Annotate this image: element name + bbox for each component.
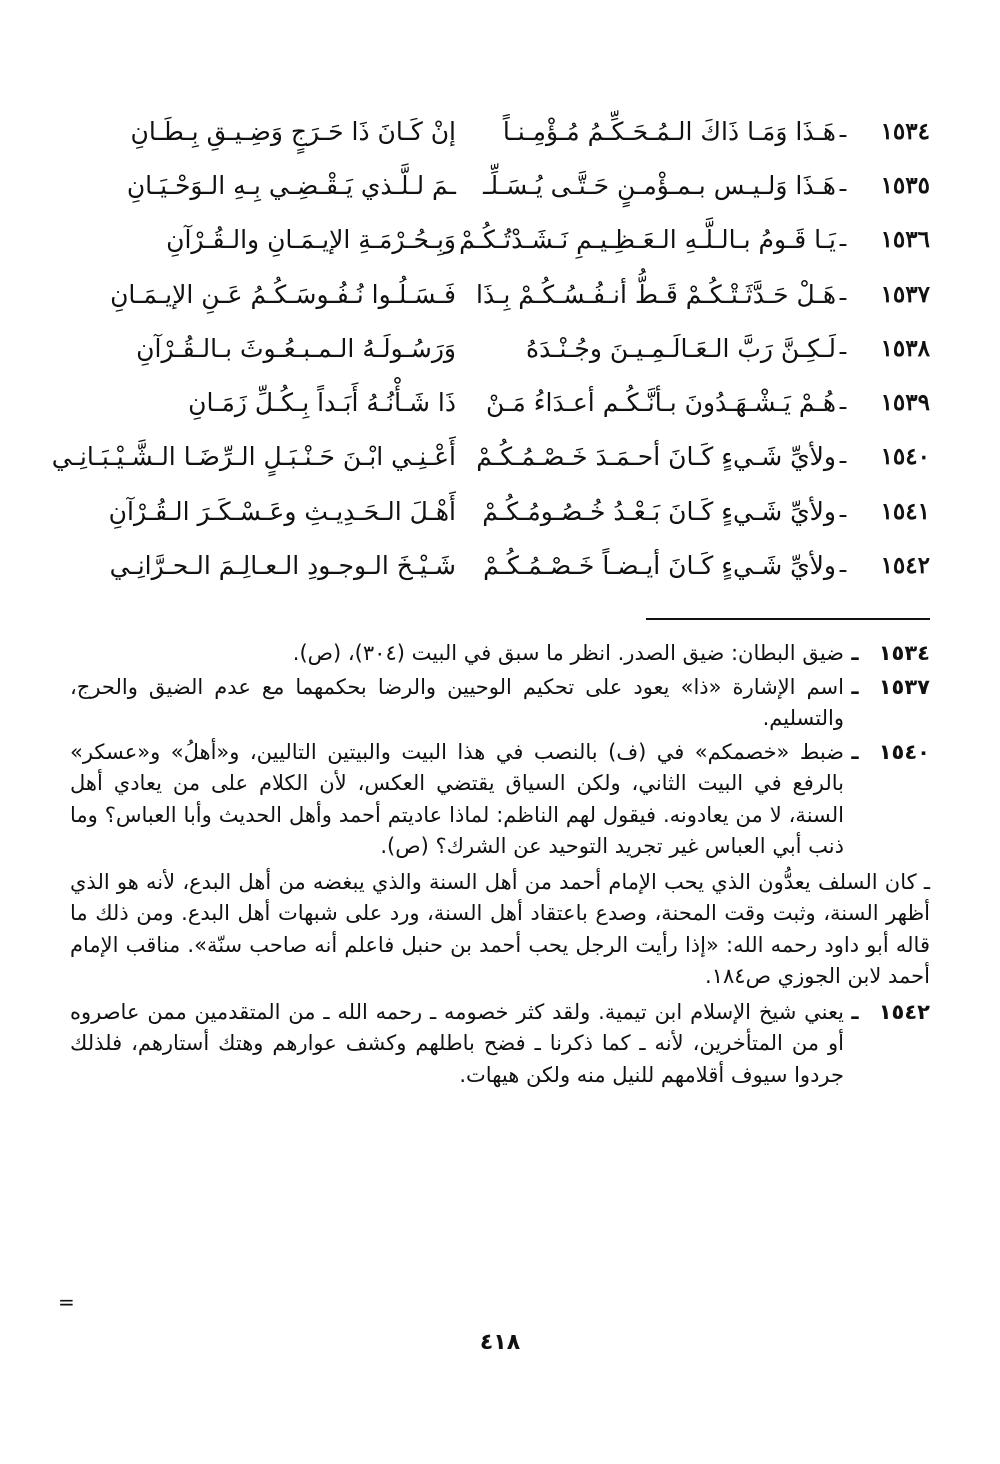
verse-first-hemistich: هَـلْ حَـدَّثَـتْـكُـمْ قَـطُّ أنـفُـسُـكُـمْ بِـذَا [476,279,836,309]
verse-row [70,267,930,321]
footnote [70,638,930,670]
page-number: ٤١٨ [479,1330,521,1355]
verse-row [70,321,930,375]
verse-row [70,484,930,538]
verse-number: ١٥٣٧ [880,280,930,308]
verse-first-hemistich: هُـمْ يَـشْـهَـدُونَ بـأنَّـكُـم أعـدَاءُ مَـنْ [486,388,836,418]
verse-dash: ـ [839,281,847,307]
verse-row [70,104,930,158]
verse-dash: ـ [839,172,847,198]
footnotes [70,638,930,1093]
verse-number: ١٥٤٢ [880,552,930,580]
footnote-dash: ـ [851,999,859,1024]
verse-first-hemistich: ولأيِّ شَـيءٍ كَـانَ أيـضـاً خَـصْـمُـكُـمْ [483,551,836,581]
verse-first-hemistich: ولأيِّ شَـيءٍ كَـانَ أحـمَـدَ خَـصْـمُـكُـمْ [476,442,836,472]
verse-first-hemistich: ولأيِّ شَـيءٍ كَـانَ بَـعْـدُ خُـصُـومُـكُـمْ [482,496,836,526]
verse-second-hemistich: وَرَسُـولَـهُ الـمـبـعُـوثَ بـالـقُـرْآنِ [136,333,456,363]
verse-number: ١٥٣٦ [880,226,930,254]
verse-first-hemistich: لَـكِـنَّ رَبَّ الـعَـالَـمِـيـنَ وجُـنْـدَهُ [526,333,836,363]
verse-second-hemistich: ذَا شَـأْنُـهُ أَبَـداً بِـكُـلِّ زَمَـانِ [188,388,456,418]
footnote-number: ١٥٤٠ [878,739,930,764]
verse-row [51,430,930,484]
verse-first-hemistich: هَـذَا وَمَـا ذَاكَ الـمُـحَـكِّـمُ مُـؤْمِـنـاً [502,116,836,146]
footnote [70,672,930,735]
verse-row [70,213,930,267]
verse-number: ١٥٤١ [880,497,930,525]
footnote-text: ضيق البطان: ضيق الصدر. انظر ما سبق في البيت (٣٠٤)، (ص). [292,641,844,665]
verse-first-hemistich: يَـا قَـومُ بـالـلَّـهِ الـعَـظِـيـمِ نَـشَـدْتُـكُـمْ [459,225,836,255]
verse-dash: ـ [839,118,847,144]
verse-number: ١٥٣٥ [880,171,930,199]
footnote-dash: ـ [851,641,859,665]
verse-row [70,158,930,212]
verse-number: ١٥٣٩ [880,389,930,417]
verse-first-hemistich: هَـذَا وَلـيـس بـمـؤْمـنٍ حَـتَّـى يُـسَـلِّـ [483,170,836,200]
verse-second-hemistich: أَعْـنِـي ابْـنَ حَـنْـبَـلٍ الـرِّضَـا الـشَّـيْـبَـانِـي [51,442,456,472]
footnote-number: ١٥٣٤ [878,641,930,665]
verse-second-hemistich: وَبِـحُـرْمَـةِ الإيـمَـانِ والـقُـرْآنِ [166,225,456,255]
footnote-text: ضبط «خصمكم» في (ف) بالنصب في هذا البيت والبيتين التاليين، و«أهلُ» و«عسكر» بالرفع في البيت الثاني، ولكن السياق يقتضي العكس، لأن الكلام على من يعادي أهل السنة، لا من يعادونه. فيقول لهم الناظم: لماذا عاديتم أحمد وأهل الحديث وأبا العباس؟ وما ذنب أبي العباس غير تجريد التوحيد عن الشرك؟ (ص). [70,739,844,858]
verse-second-hemistich: أَهْـلَ الـحَـدِيـثِ وعَـسْـكَـرَ الـقُـرْآنِ [108,496,456,526]
verse-dash: ـ [839,498,847,524]
verse-second-hemistich: إنْ كَـانَ ذَا حَـرَجٍ وَضِـيـقِ بِـطَـانِ [130,116,456,146]
verse-dash: ـ [839,335,847,361]
verse-dash: ـ [839,443,847,469]
footnote [70,997,930,1092]
verse-second-hemistich: فَـسَـلُـوا نُـفُـوسَـكُـمُ عَـنِ الإيـمَـانِ [110,279,456,309]
footnote-dash: ـ [851,739,859,764]
footnote [70,737,930,863]
footnote-dash: ـ [851,674,859,699]
footnote-number: ١٥٤٢ [878,999,930,1024]
verse-number: ١٥٤٠ [880,443,930,471]
verse-number: ١٥٣٤ [880,117,930,145]
verse-second-hemistich: ـمَ لـلَّـذي يَـقْـضِـي بِـهِ الـوَحْـيَـانِ [126,170,456,200]
verse-number: ١٥٣٨ [880,334,930,362]
verse-second-hemistich: شَـيْـخَ الـوجـودِ الـعـالِـمَ الـحـرَّانِـي [109,551,456,581]
footnote-text: يعني شيخ الإسلام ابن تيمية. ولقد كثر خصومه ـ رحمه الله ـ من المتقدمين ممن عاصروه أو من المتأخرين، لأنه ـ كما ذكرنا ـ فضح باطلهم وكشف عوارهم وهتك أستارهم، فلذلك جردوا سيوف أقلامهم للنيل منه ولكن هيهات. [70,999,844,1087]
footnote-text: اسم الإشارة «ذا» يعود على تحكيم الوحيين والرضا بحكمهما مع عدم الضيق والحرج، والتسليم. [70,674,844,730]
footnote-number: ١٥٣٧ [878,674,930,699]
poem-verses [51,104,930,593]
verse-row [70,375,930,429]
verse-dash: ـ [839,226,847,252]
footnote-divider [646,618,930,620]
verse-dash: ـ [839,552,847,578]
footnote-continuation: ـ كان السلف يعدُّون الذي يحب الإمام أحمد من أهل السنة والذي يبغضه من أهل البدع، لأنه هو الذي أظهر السنة، وثبت وقت المحنة، وصدع باعتقاد أهل السنة، ورد على شبهات أهل البدع. ومن ذلك ما قاله أبو داود رحمه الله: «إذا رأيت الرجل يحب أحمد بن حنبل فاعلم أنه صاحب سنّة». مناقب الإمام أحمد لابن الجوزي ص١٨٤. [70,869,930,988]
continuation-mark: = [58,1290,75,1314]
verse-dash: ـ [839,389,847,415]
verse-row [70,538,930,592]
